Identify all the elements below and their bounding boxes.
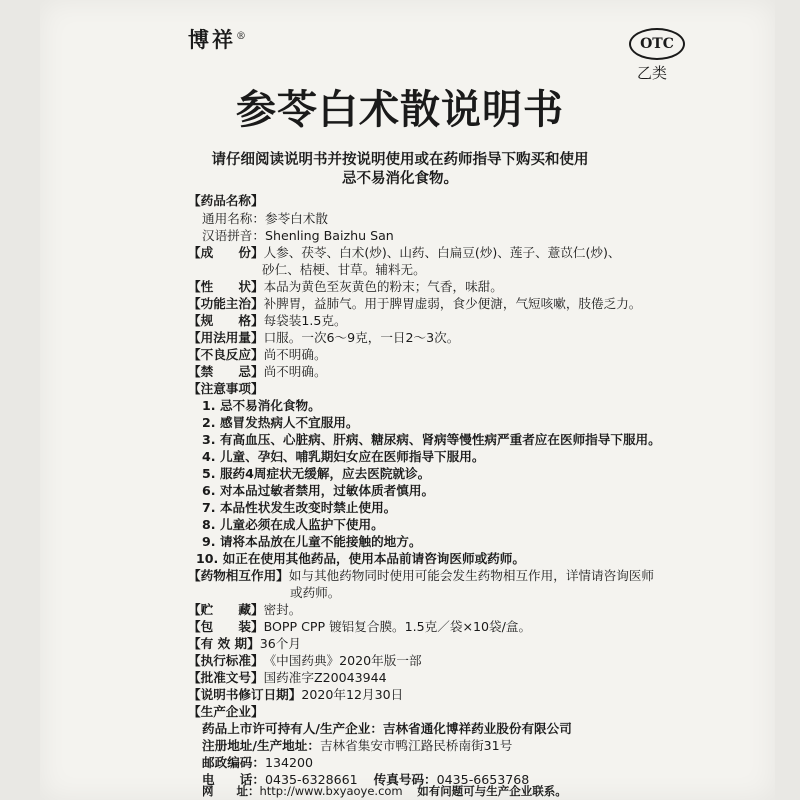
website-row	[202, 783, 567, 800]
precaution-text: 感冒发热病人不宜服用。	[219, 415, 359, 430]
precaution-number: 9.	[202, 534, 216, 549]
precaution-number: 2.	[202, 415, 216, 430]
generic-name-value: 参苓白术散	[264, 211, 328, 226]
precaution-text: 本品性状发生改变时禁止使用。	[219, 500, 397, 515]
address-value: 吉林省集安市鸭江路民桥南街31号	[319, 738, 513, 753]
precaution-item	[202, 465, 430, 482]
postcode-value: 134200	[264, 755, 314, 770]
package-label: 【包 装】	[188, 619, 264, 634]
precaution-number: 8.	[202, 517, 216, 532]
revision-label: 【说明书修订日期】	[188, 687, 302, 702]
standard-value: 《中国药典》2020年版一部	[263, 653, 422, 668]
precaution-text: 儿童必须在成人监护下使用。	[219, 517, 384, 532]
package-value: BOPP CPP 镀铝复合膜。1.5克／袋×10袋/盒。	[263, 619, 532, 634]
indications-row	[188, 295, 641, 312]
otc-class-label: 乙类	[637, 64, 668, 82]
interactions-label: 【药物相互作用】	[188, 568, 289, 583]
validity-label: 【有 效 期】	[188, 636, 260, 651]
standard-label: 【执行标准】	[188, 653, 264, 668]
ingredients-row	[188, 244, 620, 261]
indications-label: 【功能主治】	[188, 296, 264, 311]
precaution-item	[202, 533, 421, 550]
ingredients-value-2: 砂仁、桔梗、甘草。辅料无。	[262, 262, 426, 277]
postcode-label: 邮政编码：	[202, 755, 265, 770]
drug-name-heading: 【药品名称】	[188, 193, 264, 208]
precaution-number: 4.	[202, 449, 216, 464]
storage-label: 【贮 藏】	[188, 602, 264, 617]
specification-row	[188, 312, 347, 329]
contraindications-row	[188, 363, 327, 380]
address-row	[202, 737, 512, 754]
dosage-row	[188, 329, 459, 346]
phone-label: 电 话：	[202, 772, 265, 787]
precaution-number: 10.	[196, 551, 219, 566]
dosage-label: 【用法用量】	[188, 330, 264, 345]
revision-value: 2020年12月30日	[301, 687, 404, 702]
revision-row	[188, 686, 403, 703]
storage-row	[188, 601, 301, 618]
precaution-text: 儿童、孕妇、哺乳期妇女应在医师指导下服用。	[219, 449, 485, 464]
pinyin-value: Shenling Baizhu San	[264, 228, 394, 243]
website-value: http://www.bxyaoye.com	[259, 784, 403, 798]
adverse-label: 【不良反应】	[188, 347, 264, 362]
approval-row	[188, 669, 387, 686]
fax-label: 传真号码：	[373, 772, 437, 787]
precaution-text: 忌不易消化食物。	[219, 398, 321, 413]
holder-label: 药品上市许可持有人/生产企业：	[202, 721, 383, 736]
otc-badge: OTC	[629, 28, 685, 60]
precaution-number: 5.	[202, 466, 216, 481]
holder-value: 吉林省通化博祥药业股份有限公司	[382, 721, 572, 736]
adverse-value: 尚不明确。	[263, 347, 327, 362]
indications-value: 补脾胃，益肺气。用于脾胃虚弱，食少便溏，气短咳嗽，肢倦乏力。	[263, 296, 642, 311]
ingredients-value-1: 人参、茯苓、白术(炒)、山药、白扁豆(炒)、莲子、薏苡仁(炒)、	[263, 245, 621, 260]
precaution-text: 有高血压、心脏病、肝病、糖尿病、肾病等慢性病严重者应在医师指导下服用。	[219, 432, 661, 447]
precaution-text: 如正在使用其他药品，使用本品前请咨询医师或药师。	[222, 551, 525, 566]
brand-name: 博祥	[188, 27, 236, 52]
precaution-text: 服药4周症状无缓解，应去医院就诊。	[219, 466, 431, 481]
precaution-number: 3.	[202, 432, 216, 447]
adverse-row	[188, 346, 327, 363]
specification-value: 每袋装1.5克。	[263, 313, 347, 328]
notice-line-2: 忌不易消化食物。	[342, 171, 458, 187]
phone-value: 0435-6328661	[264, 772, 358, 787]
website-label: 网 址：	[202, 784, 260, 798]
generic-name-row	[202, 210, 328, 227]
brand-logo	[188, 24, 246, 54]
precaution-item	[202, 414, 358, 431]
precaution-item	[202, 431, 661, 448]
contact-footer: 如有问题可与生产企业联系。	[417, 784, 567, 798]
contraindications-value: 尚不明确。	[263, 364, 327, 379]
description-value: 本品为黄色至灰黄色的粉末；气香，味甜。	[263, 279, 503, 294]
contraindications-label: 【禁 忌】	[188, 364, 264, 379]
fax-value: 0435-6653768	[436, 772, 530, 787]
approval-value: 国药准字Z20043944	[263, 670, 387, 685]
approval-label: 【批准文号】	[188, 670, 264, 685]
pinyin-row	[202, 227, 394, 244]
precaution-item	[202, 499, 396, 516]
pinyin-label: 汉语拼音：	[202, 228, 265, 243]
registered-mark: ®	[236, 31, 246, 42]
description-label: 【性 状】	[188, 279, 264, 294]
interactions-row	[188, 567, 654, 584]
storage-value: 密封。	[263, 602, 302, 617]
address-label: 注册地址/生产地址：	[202, 738, 320, 753]
notice-line-1: 请仔细阅读说明书并按说明使用或在药师指导下购买和使用	[211, 152, 589, 168]
specification-label: 【规 格】	[188, 313, 264, 328]
precaution-number: 1.	[202, 398, 216, 413]
interactions-value-1: 如与其他药物同时使用可能会发生药物相互作用，详情请咨询医师	[288, 568, 654, 583]
holder-row	[202, 720, 572, 737]
precaution-number: 7.	[202, 500, 216, 515]
package-row	[188, 618, 531, 635]
validity-row	[188, 635, 301, 652]
standard-row	[188, 652, 422, 669]
dosage-value: 口服。一次6～9克，一日2～3次。	[263, 330, 460, 345]
precaution-item	[202, 482, 434, 499]
precaution-item	[202, 516, 384, 533]
precaution-item	[202, 448, 484, 465]
document-title: 参苓白术散说明书	[236, 87, 564, 133]
manufacturer-heading: 【生产企业】	[188, 704, 264, 719]
generic-name-label: 通用名称：	[202, 211, 265, 226]
ingredients-label: 【成 份】	[188, 245, 264, 260]
validity-value: 36个月	[259, 636, 301, 651]
precaution-item	[196, 550, 525, 567]
precaution-text: 对本品过敏者禁用，过敏体质者慎用。	[219, 483, 435, 498]
precautions-heading: 【注意事项】	[188, 381, 264, 396]
interactions-value-2: 或药师。	[290, 585, 341, 600]
description-row	[188, 278, 503, 295]
precaution-text: 请将本品放在儿童不能接触的地方。	[219, 534, 422, 549]
postcode-row	[202, 754, 313, 771]
precaution-number: 6.	[202, 483, 216, 498]
precaution-item	[202, 397, 321, 414]
